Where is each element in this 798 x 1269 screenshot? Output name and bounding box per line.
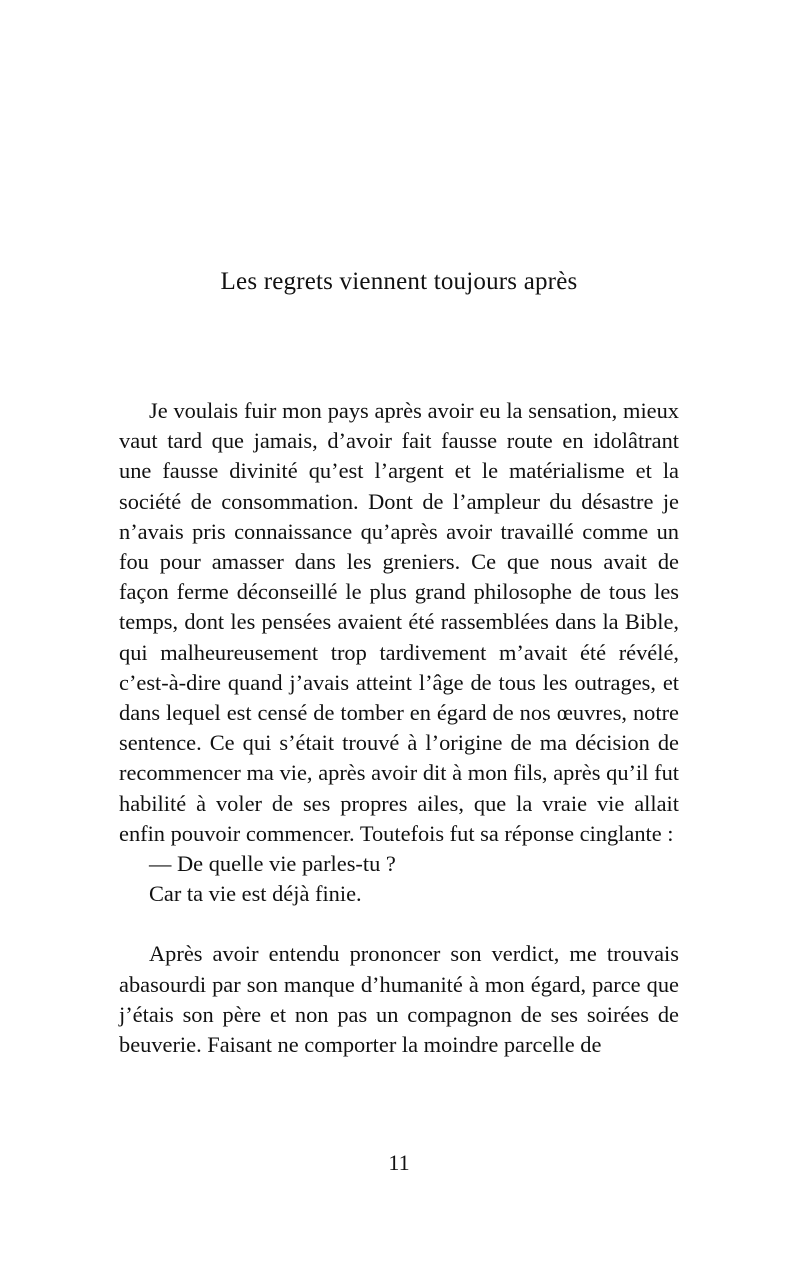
page-number: 11 <box>388 1150 410 1175</box>
paragraph-2: Après avoir entendu prononcer son verdict, me trouvais abasourdi par son manque d’humanité à mon égard, parce que j’étais son père et non pas un compagnon de ses soirées de beuverie. Faisant ne comporter la moindre parcelle de <box>119 941 679 1058</box>
body-text <box>119 396 679 1060</box>
dialogue-line-1: — De quelle vie parles-tu ? <box>149 851 396 877</box>
paragraph-gap <box>119 909 679 939</box>
paragraph-1: Je voulais fuir mon pays après avoir eu la sensation, mieux vaut tard que jamais, d’avoir fait fausse route en idolâtrant une fausse divinité qu’est l’argent et le matérialisme et la société de consommation. Dont de l’ampleur du désastre je n’avais pris connaissance qu’après avoir travaillé comme un fou pour amasser dans les greniers. Ce que nous avait de façon ferme déconseillé le plus grand philosophe de tous les temps, dont les pensées avaient été rassemblées dans la Bible, qui malheureusement trop tardivement m’avait été révélé, c’est-à-dire quand j’avais atteint l’âge de tous les outrages, et dans lequel est censé de tomber en égard de nos œuvres, notre sentence. Ce qui s’était trouvé à l’origine de ma décision de recommencer ma vie, après avoir dit à mon fils, après qu’il fut habilité à voler de ses propres ailes, que la vraie vie allait enfin pouvoir commencer. Toutefois fut sa réponse cinglante : <box>119 398 679 846</box>
chapter-title: Les regrets viennent toujours après <box>220 268 578 295</box>
dialogue-line-2: Car ta vie est déjà finie. <box>149 881 362 907</box>
